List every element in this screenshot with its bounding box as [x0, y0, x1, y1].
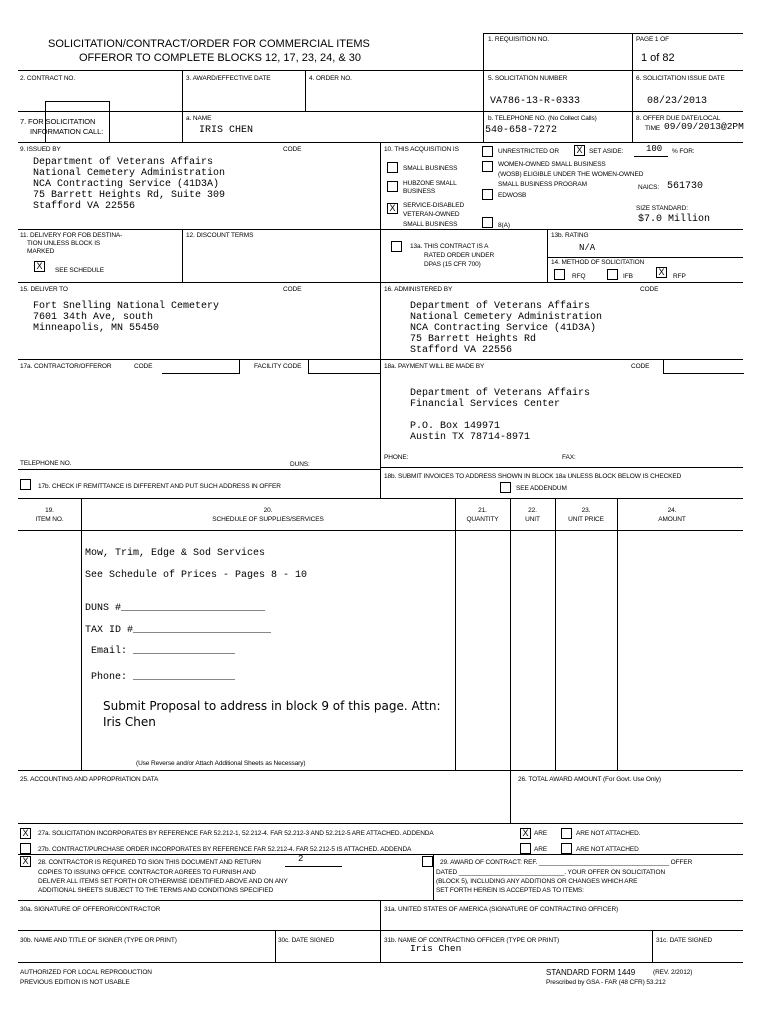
offer-due-label: 8. OFFER DUE DATE/LOCAL — [636, 115, 721, 122]
clause-28-label-2: COPIES TO ISSUING OFFICE. CONTRACTOR AGREES TO FURNISH AND — [38, 869, 256, 876]
issue-date-label: 6. SOLICITATION ISSUE DATE — [636, 75, 725, 82]
issued-by-address: Department of Veterans Affairs National Cemetery Administration NCA Contracting Service (41D3A) 75 Barrett Heights Rd, Suite 309 Stafford VA 22556 — [33, 157, 226, 212]
unrestricted-checkbox[interactable] — [482, 146, 493, 157]
see-schedule-checkbox[interactable]: X — [34, 261, 45, 272]
rated-order-label-1: 13a. THIS CONTRACT IS A — [410, 243, 489, 250]
sdvosb-label-2: VETERAN-OWNED — [403, 211, 460, 218]
award-29-label-4: SET FORTH HEREIN IS ACCEPTED AS TO ITEMS: — [436, 887, 584, 894]
solicitation-number-label: 5. SOLICITATION NUMBER — [488, 75, 568, 82]
ifb-checkbox[interactable] — [607, 269, 618, 280]
submit-proposal-note-2: Iris Chen — [103, 715, 156, 729]
fax-label: FAX: — [562, 454, 576, 461]
col-quantity-num: 21. — [478, 507, 487, 514]
clause-27b-label: 27b. CONTRACT/PURCHASE ORDER INCORPORATES BY REFERENCE FAR 52.212-4. FAR 52.212-5 IS ATTACHED. ADDENDA — [38, 846, 412, 853]
col-unit-price-num: 23. — [581, 507, 591, 514]
payment-code-box[interactable] — [663, 359, 744, 374]
contractor-label: 17a. CONTRACTOR/OFFEROR — [20, 363, 112, 370]
usa-signature-label: 31a. UNITED STATES OF AMERICA (SIGNATURE OF CONTRACTING OFFICER) — [384, 906, 619, 913]
administered-by-address: Department of Veterans Affairs National Cemetery Administration NCA Contracting Service (41D3A) 75 Barrett Heights Rd Stafford VA 22556 — [410, 301, 603, 356]
set-aside-percent-line — [634, 156, 668, 157]
addenda-27b-are-not-checkbox[interactable] — [561, 843, 572, 854]
col-amount-num: 24. — [667, 507, 677, 514]
wosb-checkbox[interactable] — [482, 161, 493, 172]
award-29-label-1: 29. AWARD OF CONTRACT: REF. _____________________________________ OFFER — [440, 859, 693, 866]
hubzone-checkbox[interactable] — [387, 181, 398, 192]
rule — [18, 823, 743, 824]
addenda-27a-are-label: ARE — [534, 830, 548, 837]
rule — [632, 33, 633, 142]
edwosb-label: EDWOSB — [498, 192, 527, 199]
submit-invoices-label: 18b. SUBMIT INVOICES TO ADDRESS SHOWN IN BLOCK 18a UNLESS BLOCK BELOW IS CHECKED — [384, 473, 682, 480]
clause-28-label-1: 28. CONTRACTOR IS REQUIRED TO SIGN THIS DOCUMENT AND RETURN — [38, 859, 261, 866]
rule — [18, 469, 380, 470]
rule — [81, 498, 82, 770]
col-item-header: ITEM NO. — [35, 516, 64, 523]
administered-by-label: 16. ADMINISTERED BY — [384, 286, 453, 293]
footer-form-number: STANDARD FORM 1449 — [546, 968, 636, 977]
telephone-value[interactable]: 540-658-7272 — [485, 125, 558, 136]
sdvosb-label-1: SERVICE-DISABLED — [403, 202, 465, 209]
rule — [275, 930, 276, 962]
rated-order-label-2: RATED ORDER UNDER — [424, 252, 495, 259]
col-schedule-header: SCHEDULE OF SUPPLIES/SERVICES — [212, 516, 324, 523]
reverse-note: (Use Reverse and/or Attach Additional Sheets as Necessary) — [136, 760, 306, 767]
order-no-label: 4. ORDER NO. — [309, 75, 352, 82]
schedule-line-1: Mow, Trim, Edge & Sod Services — [85, 548, 266, 559]
telephone-no-label: TELEPHONE NO. — [20, 460, 72, 467]
offer-due-time-label: TIME — [645, 125, 661, 132]
footer-prescribed: Prescribed by GSA - FAR (48 CFR) 53.212 — [546, 979, 666, 986]
rule — [18, 770, 743, 771]
unrestricted-label: UNRESTRICTED OR — [498, 148, 559, 155]
rule — [18, 70, 743, 71]
payment-address: Department of Veterans Affairs Financial Services Center P.O. Box 149971 Austin TX 78714-8971 — [410, 388, 591, 443]
addenda-27b-are-label: ARE — [534, 846, 548, 853]
set-aside-percent[interactable]: 100 — [646, 144, 663, 154]
percent-for-label: % FOR: — [672, 148, 695, 155]
solicitation-number[interactable]: VA786-13-R-0333 — [490, 96, 581, 107]
contract-no-label: 2. CONTRACT NO. — [20, 75, 76, 82]
rating-label: 13b. RATING — [551, 232, 589, 239]
clause-28-label-4: ADDITIONAL SHEETS SUBJECT TO THE TERMS AND CONDITIONS SPECIFIED — [38, 887, 274, 894]
payment-code-label: CODE — [631, 363, 650, 370]
payment-by-label: 18a. PAYMENT WILL BE MADE BY — [384, 363, 485, 370]
issue-date[interactable]: 08/23/2013 — [647, 96, 708, 107]
rule — [510, 498, 511, 770]
contractor-code-label: CODE — [134, 363, 153, 370]
wosb-label-3: SMALL BUSINESS PROGRAM — [498, 181, 587, 188]
rule — [380, 142, 381, 498]
phone-field[interactable]: Phone: _________________ — [85, 672, 236, 683]
copies-line — [285, 866, 342, 867]
submit-proposal-note-1: Submit Proposal to address in block 9 of this page. Attn: — [103, 699, 441, 713]
phone-label: PHONE: — [384, 454, 409, 461]
size-standard-value[interactable]: $7.0 Million — [638, 214, 711, 225]
duns-field[interactable]: DUNS #________________________ — [85, 603, 266, 614]
delivery-fob-label-3: MARKED — [27, 248, 55, 255]
col-unit-num: 22. — [528, 507, 537, 514]
rule — [380, 467, 743, 468]
rfq-label: RFQ — [572, 273, 586, 280]
facility-code-label: FACILITY CODE — [254, 363, 302, 370]
facility-code-box[interactable] — [308, 359, 381, 374]
remittance-label: 17b. CHECK IF REMITTANCE IS DIFFERENT AND PUT SUCH ADDRESS IN OFFER — [38, 483, 281, 490]
requisition-label: 1. REQUISITION NO. — [488, 36, 550, 43]
rule — [652, 930, 653, 962]
set-aside-checkbox[interactable]: X — [574, 145, 585, 156]
form-title-line2: OFFEROR TO COMPLETE BLOCKS 12, 17, 23, 24, & 30 — [79, 52, 362, 64]
deliver-to-label: 15. DELIVER TO — [20, 286, 68, 293]
telephone-label: b. TELEPHONE NO. (No Collect Calls) — [488, 115, 597, 122]
wosb-label-2: (WOSB) ELIGIBLE UNDER THE WOMEN-OWNED — [498, 171, 644, 178]
remittance-checkbox[interactable] — [20, 479, 31, 490]
rule — [18, 530, 743, 531]
col-unit-header: UNIT — [525, 516, 540, 523]
page-label: PAGE 1 OF — [636, 36, 669, 43]
see-schedule-label: SEE SCHEDULE — [55, 267, 105, 274]
sdvosb-checkbox[interactable]: X — [387, 203, 398, 214]
col-schedule-num: 20. — [263, 507, 273, 514]
see-addendum-checkbox[interactable] — [500, 482, 511, 493]
officer-date-label: 31c. DATE SIGNED — [656, 937, 713, 944]
rfq-checkbox[interactable] — [554, 269, 565, 280]
email-field[interactable]: Email: _________________ — [85, 646, 236, 657]
size-standard-label: SIZE STANDARD: — [636, 205, 688, 212]
footer-revision: (REV. 2/2012) — [653, 969, 693, 976]
signer-date-label: 30c. DATE SIGNED — [278, 937, 335, 944]
addenda-27a-are-not-checkbox[interactable] — [561, 828, 572, 839]
sdvosb-label-3: SMALL BUSINESS — [403, 221, 458, 228]
form-title-line1: SOLICITATION/CONTRACT/ORDER FOR COMMERCIAL ITEMS — [48, 38, 370, 50]
method-label: 14. METHOD OF SOLICITATION — [551, 259, 645, 266]
small-business-checkbox[interactable] — [387, 162, 398, 173]
rated-order-checkbox[interactable] — [391, 241, 402, 252]
footer-authorized: AUTHORIZED FOR LOCAL REPRODUCTION — [20, 969, 152, 976]
addenda-27a-are-not-label: ARE NOT ATTACHED. — [576, 830, 641, 837]
see-addendum-label: SEE ADDENDUM — [516, 485, 567, 492]
contractor-code-box[interactable] — [162, 359, 240, 374]
eight-a-label: 8(A) — [498, 222, 510, 229]
total-award-label: 26. TOTAL AWARD AMOUNT (For Govt. Use Only) — [518, 776, 661, 783]
col-unit-price-header: UNIT PRICE — [568, 516, 604, 523]
small-business-label: SMALL BUSINESS — [403, 165, 458, 172]
clause-28-label-3: DELIVER ALL ITEMS SET FORTH OR OTHERWISE IDENTIFIED ABOVE AND ON ANY — [38, 878, 288, 885]
rule — [182, 229, 183, 282]
ifb-label: IFB — [623, 273, 633, 280]
rule — [483, 33, 743, 34]
page-value: 1 of 82 — [641, 52, 675, 64]
addenda-27b-are-checkbox[interactable] — [520, 843, 531, 854]
award-date-label: 3. AWARD/EFFECTIVE DATE — [186, 75, 271, 82]
discount-terms-label: 12. DISCOUNT TERMS — [186, 232, 254, 239]
rating-value[interactable]: N/A — [579, 243, 596, 253]
accounting-label: 25. ACCOUNTING AND APPROPRIATION DATA — [20, 776, 159, 783]
naics-label: NAICS: — [638, 184, 660, 191]
naics-value[interactable]: 561730 — [667, 181, 704, 192]
col-quantity-header: QUANTITY — [466, 516, 499, 523]
rule — [547, 257, 743, 258]
rule — [483, 33, 484, 142]
hubzone-label-1: HUBZONE SMALL — [403, 180, 457, 187]
award-29-label-2: DATED ______________________________. YOUR OFFER ON SOLICITATION — [436, 869, 666, 876]
award-29-label-3: (BLOCK 5), INCLUDING ANY ADDITIONS OR CHANGES WHICH ARE — [436, 878, 638, 885]
set-aside-label: SET ASIDE: — [589, 148, 624, 155]
rule — [433, 854, 434, 900]
rfp-label: RFP — [673, 273, 686, 280]
rule — [18, 111, 743, 112]
officer-name[interactable]: Iris Chen — [410, 943, 462, 954]
delivery-fob-label-2: TION UNLESS BLOCK IS — [27, 240, 101, 247]
info-call-label: 7. FOR SOLICITATION — [20, 117, 96, 126]
clause-27a-checkbox[interactable]: X — [20, 828, 31, 839]
rule — [18, 854, 743, 855]
addenda-27a-are-checkbox[interactable]: X — [520, 828, 531, 839]
offeror-signature-label: 30a. SIGNATURE OF OFFEROR/CONTRACTOR — [20, 906, 161, 913]
rule — [182, 70, 183, 142]
rule — [617, 498, 618, 770]
rule — [305, 70, 306, 111]
col-amount-header: AMOUNT — [658, 516, 686, 523]
rule — [18, 962, 743, 963]
contact-name[interactable]: IRIS CHEN — [199, 125, 254, 136]
rated-order-label-3: DPAS (15 CFR 700) — [424, 261, 481, 268]
edwosb-checkbox[interactable] — [482, 189, 493, 200]
clause-27a-label: 27a. SOLICITATION INCORPORATES BY REFERENCE FAR 52.212-1, 52.212-4. FAR 52.212-3 AND 52.212-5 ARE ATTACHED. ADDENDA — [38, 830, 434, 837]
officer-name-label: 31b. NAME OF CONTRACTING OFFICER (TYPE OR PRINT) — [384, 937, 560, 944]
contact-name-label: a. NAME — [186, 115, 212, 122]
deliver-to-code-label: CODE — [283, 286, 302, 293]
issued-by-label: 9. ISSUED BY — [20, 146, 61, 153]
col-item-num: 19. — [45, 507, 54, 514]
delivery-fob-label-1: 11. DELIVERY FOR FOB DESTINA- — [20, 232, 123, 239]
administered-by-code-label: CODE — [640, 286, 659, 293]
rule — [555, 498, 556, 770]
signer-name-label: 30b. NAME AND TITLE OF SIGNER (TYPE OR PRINT) — [20, 937, 177, 944]
hubzone-label-2: BUSINESS — [403, 188, 436, 195]
rule — [510, 770, 511, 823]
wosb-label-1: WOMEN-OWNED SMALL BUSINESS — [498, 161, 606, 168]
schedule-line-2: See Schedule of Prices - Pages 8 - 10 — [85, 570, 308, 581]
deliver-to-address: Fort Snelling National Cemetery 7601 34th Ave, south Minneapolis, MN 55450 — [33, 301, 220, 334]
clause-27b-checkbox[interactable] — [20, 843, 31, 854]
eight-a-checkbox[interactable] — [482, 217, 493, 228]
copies-value[interactable]: 2 — [298, 854, 304, 864]
duns-label: DUNS: — [290, 461, 310, 468]
offer-due-value[interactable]: 09/09/2013@2PM — [664, 121, 744, 132]
rule — [18, 498, 743, 499]
info-call-label-2: INFORMATION CALL: — [30, 127, 104, 136]
award-29-checkbox[interactable] — [422, 856, 433, 867]
rfp-checkbox[interactable]: X — [656, 267, 667, 278]
footer-previous-edition: PREVIOUS EDITION IS NOT USABLE — [20, 979, 130, 986]
rule — [380, 900, 381, 962]
acquisition-label: 10. THIS ACQUISITION IS — [384, 146, 459, 153]
issued-by-code-label: CODE — [283, 146, 302, 153]
rule — [455, 498, 456, 770]
tax-id-field[interactable]: TAX ID #_______________________ — [85, 625, 272, 636]
clause-28-checkbox[interactable]: X — [20, 856, 31, 867]
addenda-27b-are-not-label: ARE NOT ATTACHED — [576, 846, 639, 853]
rule — [547, 229, 548, 282]
